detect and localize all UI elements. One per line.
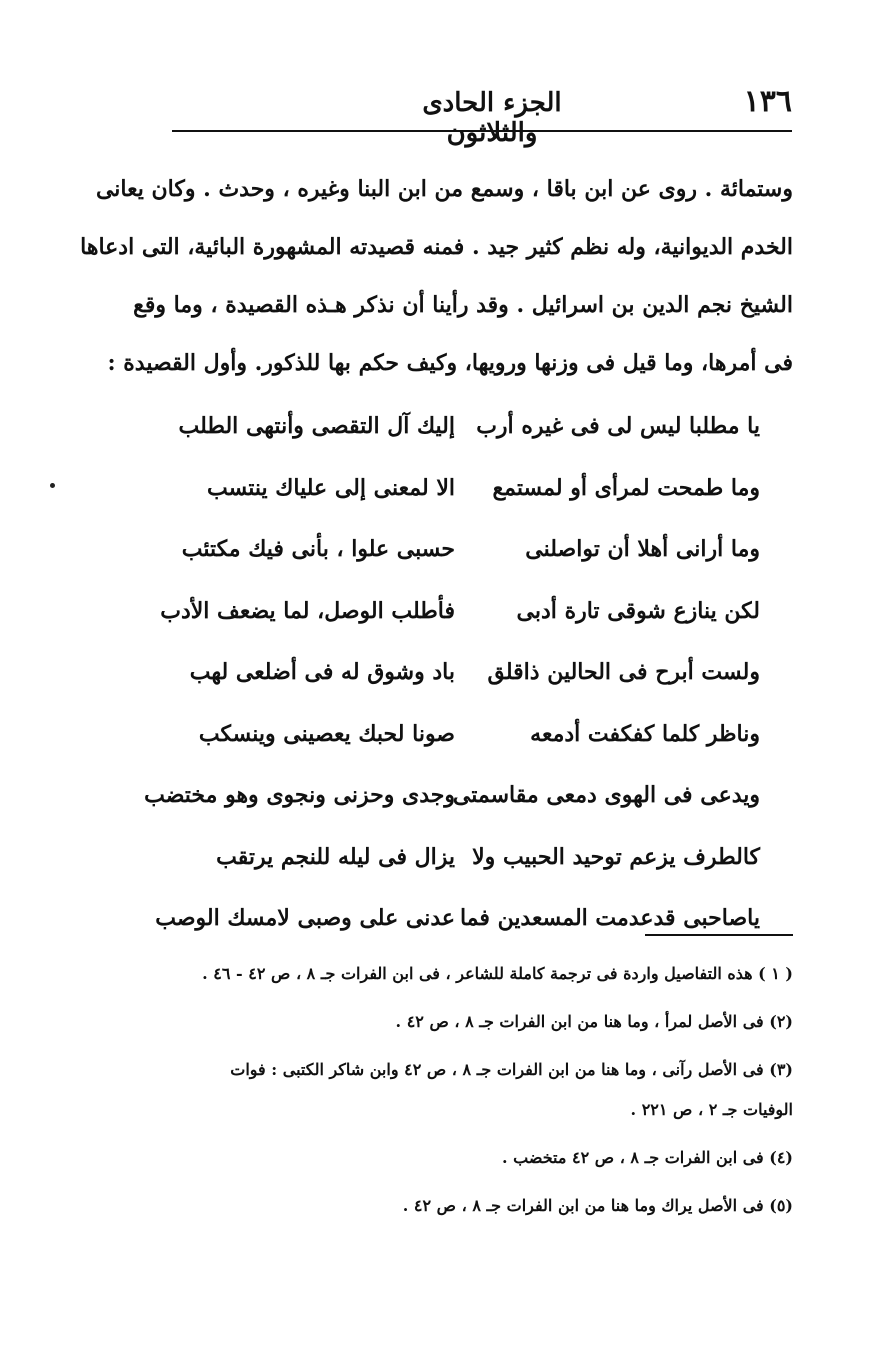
verse — [160, 585, 760, 647]
verse-first-hemistich: وناظر كلما كفكفت أدمعه — [530, 720, 760, 747]
verse-second-hemistich: الا لمعنى إلى علياك ينتسب — [207, 474, 455, 501]
page-header — [172, 78, 792, 148]
footnotes — [168, 958, 793, 1238]
footnote-continuation: الوفيات جـ ٢ ، ص ٢٢١ . — [630, 1100, 793, 1119]
verse-first-hemistich: يا مطلبا ليس لى فى غيره أرب — [476, 413, 760, 439]
poem — [144, 400, 760, 954]
verse — [181, 523, 760, 585]
verse — [200, 462, 760, 524]
verse-first-hemistich: ويدعى فى الهوى دمعى مقاسمتى — [452, 782, 760, 808]
body-line: وستمائة . روى عن ابن باقا ، وسمع من ابن البنا وغيره ، وحدث . وكان يعانى — [95, 176, 793, 202]
body-line: الخدم الديوانية، وله نظم كثير جيد . فمنه قصيدته المشهورة البائية، التى ادعاها — [80, 234, 793, 260]
footnote: (٥) فى الأصل يراك وما هنا من ابن الفرات جـ ٨ ، ص ٤٢ . — [402, 1196, 793, 1215]
verse-second-hemistich: عدنى على وصبى لامسك الوصب — [155, 905, 455, 931]
verse-second-hemistich: إليك آل التقصى وأنتهى الطلب — [178, 413, 455, 439]
body-paragraph — [80, 160, 793, 392]
verse-second-hemistich: وجدى وحزنى ونجوى وهو مختضب — [144, 782, 455, 808]
footnote: (٤) فى ابن الفرات جـ ٨ ، ص ٤٢ متخضب . — [501, 1148, 793, 1167]
verse — [200, 708, 760, 770]
verse-first-hemistich: وما طمحت لمرأى أو لمستمع — [492, 474, 760, 501]
verse-first-hemistich: كالطرف يزعم توحيد الحبيب ولا — [472, 843, 760, 870]
footnote-divider — [645, 934, 793, 936]
footnote: ( ١ ) هذه التفاصيل واردة فى ترجمة كاملة للشاعر ، فى ابن الفرات جـ ٨ ، ص ٤٢ - ٤٦ . — [202, 964, 793, 983]
body-line: الشيخ نجم الدين بن اسرائيل . وقد رأينا أن نذكر هـذه القصيدة ، وما وقع — [133, 292, 793, 318]
footnote: (٢) فى الأصل لمرأ ، وما هنا من ابن الفرات جـ ٨ ، ص ٤٢ . — [395, 1012, 793, 1031]
verse-second-hemistich: يزال فى ليله للنجم يرتقب — [216, 843, 455, 870]
verse-first-hemistich: ياصاحبى قدعدمت المسعدين فما — [459, 905, 760, 931]
ink-speck — [50, 483, 55, 488]
verse-first-hemistich: ولست أبرح فى الحالين ذاقلق — [487, 659, 760, 685]
verse-first-hemistich: وما أرانى أهلا أن تواصلنى — [525, 536, 760, 562]
running-title: الجزء الحادى والثلاثون — [422, 88, 562, 148]
verse — [200, 831, 760, 893]
verse — [189, 646, 760, 708]
verse-second-hemistich: باد وشوق له فى أضلعى لهب — [189, 659, 455, 685]
verse-second-hemistich: فأطلب الوصل، لما يضعف الأدب — [160, 597, 455, 624]
verse-second-hemistich: حسبى علوا ، بأنى فيك مكتئب — [181, 536, 455, 562]
verse — [178, 400, 760, 462]
verse-first-hemistich: لكن ينازع شوقى تارة أدبى — [516, 597, 760, 624]
body-line: فى أمرها، وما قيل فى وزنها ورويها، وكيف حكم بها للذكور. وأول القصيدة : — [107, 350, 793, 376]
verse — [155, 892, 760, 954]
verse — [144, 769, 760, 831]
footnote: (٣) فى الأصل رآنى ، وما هنا من ابن الفرات جـ ٨ ، ص ٤٢ وابن شاكر الكتبى : فوات — [230, 1060, 793, 1079]
page-number: ١٣٦ — [743, 84, 792, 119]
verse-second-hemistich: صونا لحبك يعصينى وينسكب — [198, 720, 455, 747]
